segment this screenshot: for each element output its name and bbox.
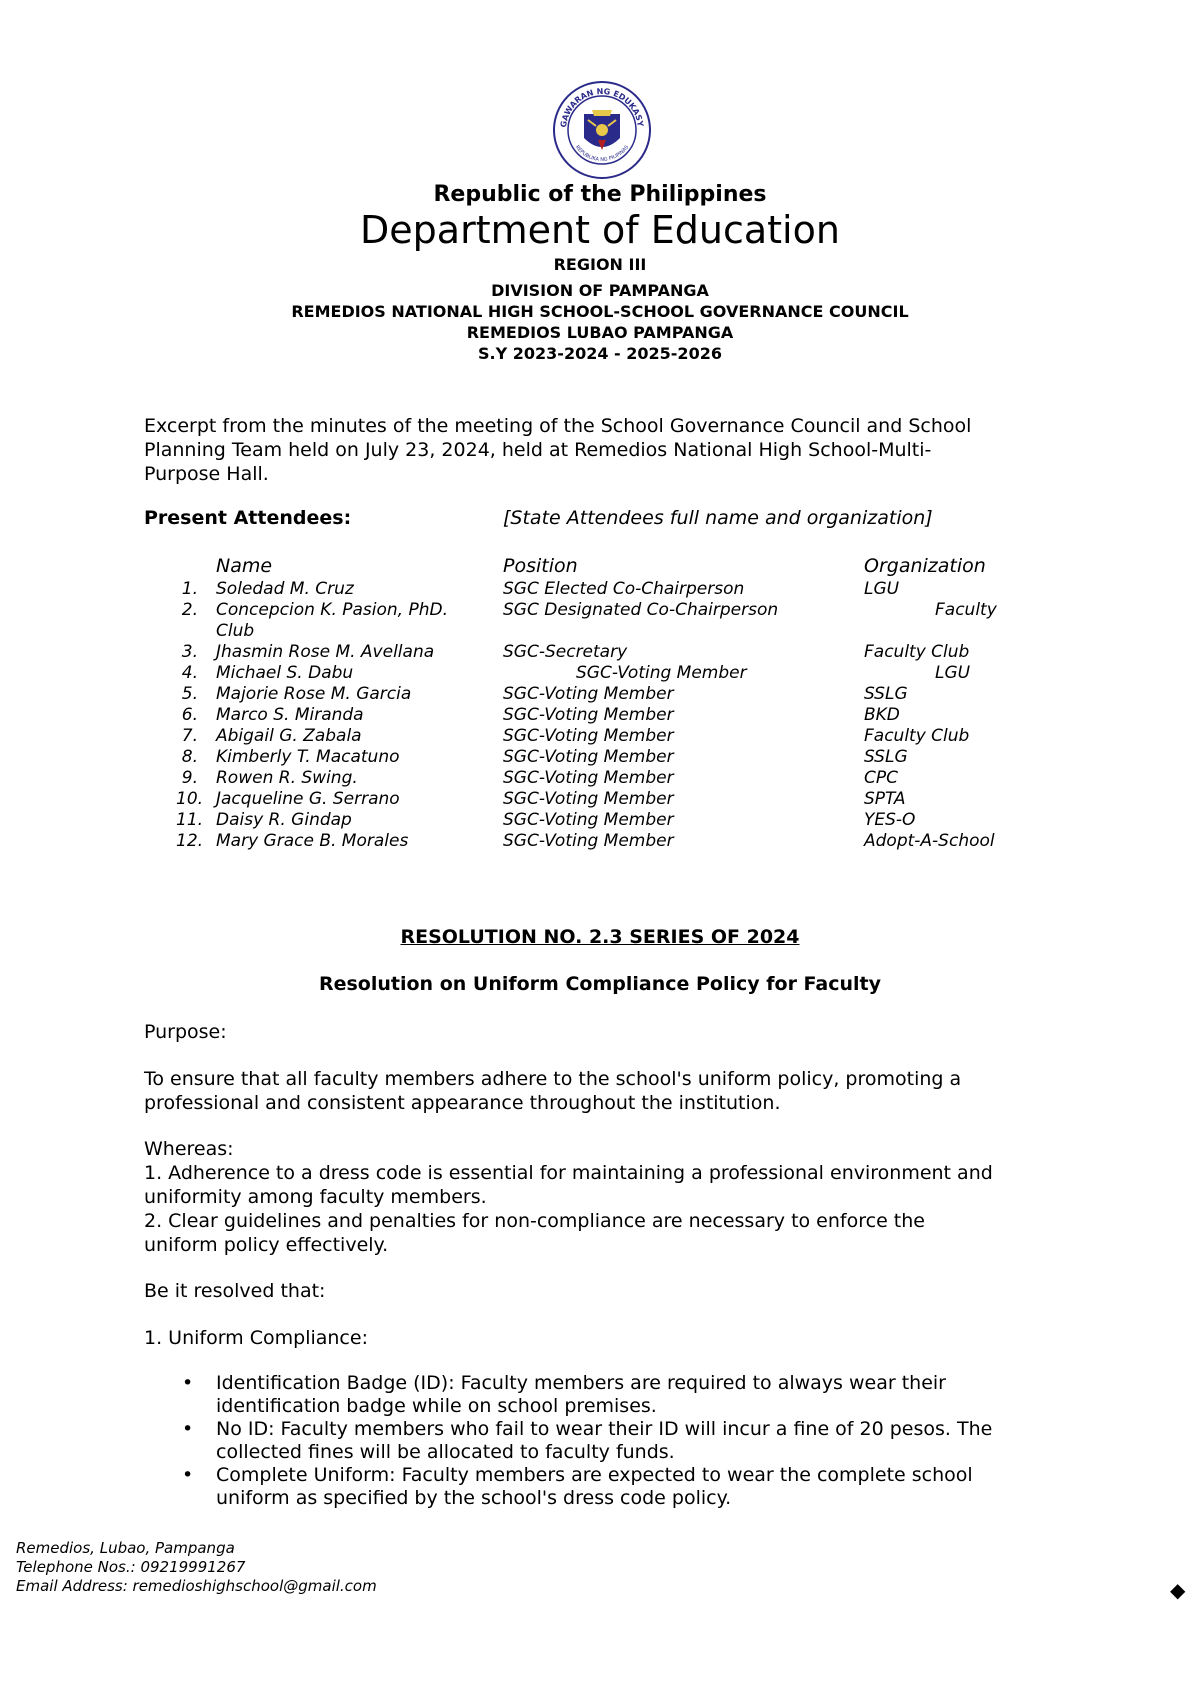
attendee-number: 8. [181,747,198,767]
purpose-line: professional and consistent appearance throughout the institution. [144,1092,781,1114]
attendee-name: Kimberly T. Macatuno [216,747,400,767]
purpose-line: To ensure that all faculty members adhere to the school's uniform policy, promoting a [144,1068,962,1090]
column-header-position: Position [503,555,578,577]
attendee-number: 11. [176,810,204,830]
bullet-line: collected fines will be allocated to faculty funds. [216,1441,675,1463]
bullet-line: Complete Uniform: Faculty members are expected to wear the complete school [216,1464,973,1486]
column-header-organization: Organization [864,555,986,577]
attendee-position: SGC-Voting Member [503,684,674,704]
attendee-name: Concepcion K. Pasion, PhD. [216,600,448,620]
diamond-marker-icon: ◆ [1170,1578,1186,1602]
attendee-position: SGC-Voting Member [503,705,674,725]
attendee-position: SGC-Voting Member [503,747,674,767]
attendee-organization: Faculty Club [864,726,970,746]
section-uniform-compliance: 1. Uniform Compliance: [144,1327,368,1349]
resolution-title: Resolution on Uniform Compliance Policy for Faculty [318,973,882,995]
attendee-organization: Adopt-A-School [864,831,995,851]
attendee-number: 4. [181,663,198,683]
attendee-number: 5. [181,684,198,704]
attendee-number: 10. [176,789,204,809]
division-heading: DIVISION OF PAMPANGA [491,281,709,300]
attendee-name: Soledad M. Cruz [216,579,354,599]
excerpt-paragraph [144,414,1044,486]
attendee-organization: YES-O [864,810,916,830]
seal-icon [552,80,652,180]
attendee-name: Michael S. Dabu [216,663,354,683]
attendee-organization: BKD [864,705,900,725]
excerpt-line: Planning Team held on July 23, 2024, held at Remedios National High School-Multi- [144,439,932,461]
department-heading: Department of Education [360,208,840,252]
attendee-name: Majorie Rose M. Garcia [216,684,412,704]
attendees-heading: Present Attendees: [144,507,352,529]
location-heading: REMEDIOS LUBAO PAMPANGA [466,323,734,342]
attendee-organization: LGU [935,663,971,683]
attendee-number: 2. [181,600,198,620]
whereas-line: uniform policy effectively. [144,1234,389,1256]
attendee-number: 9. [181,768,198,788]
attendee-organization: LGU [864,579,900,599]
attendee-position: SGC-Voting Member [576,663,747,683]
attendee-number: 1. [181,579,198,599]
list-item [182,1418,1096,1464]
attendee-organization: SSLG [864,684,908,704]
attendee-name: Marco S. Miranda [216,705,364,725]
attendee-position: SGC-Voting Member [503,789,674,809]
attendee-organization: SSLG [864,747,908,767]
attendee-position: SGC-Voting Member [503,810,674,830]
attendee-name: Jhasmin Rose M. Avellana [216,642,435,662]
attendee-organization: CPC [864,768,898,788]
whereas-line: 1. Adherence to a dress code is essential for maintaining a professional environment and [144,1162,993,1184]
excerpt-line: Purpose Hall. [144,463,269,485]
attendee-position: SGC Elected Co-Chairperson [503,579,745,599]
resolved-label: Be it resolved that: [144,1280,326,1302]
attendee-position: SGC-Secretary [503,642,628,662]
attendee-name: Jacqueline G. Serrano [216,789,400,809]
region-heading: REGION III [553,255,647,274]
bullet-line: Identification Badge (ID): Faculty members are required to always wear their [216,1372,946,1394]
footer-telephone: Telephone Nos.: 09219991267 [16,1558,246,1576]
attendee-number: 7. [181,726,198,746]
school-year-heading: S.Y 2023-2024 - 2025-2026 [478,344,722,363]
attendee-position: SGC Designated Co-Chairperson [503,600,779,620]
compliance-bullet-list [176,1372,1096,1510]
bullet-line: No ID: Faculty members who fail to wear their ID will incur a fine of 20 pesos. The [216,1418,993,1440]
attendee-name: Rowen R. Swing. [216,768,358,788]
whereas-line: 2. Clear guidelines and penalties for non-compliance are necessary to enforce the [144,1210,925,1232]
deped-seal-logo [552,80,652,180]
whereas-block [144,1137,1044,1257]
purpose-label: Purpose: [144,1021,227,1043]
resolution-number: RESOLUTION NO. 2.3 SERIES OF 2024 [400,926,800,948]
attendee-organization: SPTA [864,789,906,809]
column-header-name: Name [216,555,273,577]
excerpt-line: Excerpt from the minutes of the meeting of the School Governance Council and School [144,415,972,437]
attendee-organization: Faculty [935,600,997,620]
attendee-name: Daisy R. Gindap [216,810,352,830]
attendee-number: 12. [176,831,204,851]
council-heading: REMEDIOS NATIONAL HIGH SCHOOL-SCHOOL GOVERNANCE COUNCIL [291,302,909,321]
attendee-position: SGC-Voting Member [503,768,674,788]
bullet-icon: • [182,1464,194,1486]
footer-email: Email Address: remedioshighschool@gmail.com [16,1577,377,1595]
attendee-number: 3. [181,642,198,662]
attendee-name-continued: Club [216,621,255,641]
whereas-label: Whereas: [144,1138,234,1160]
republic-heading: Republic of the Philippines [433,182,767,207]
bullet-icon: • [182,1372,194,1394]
attendee-organization: Faculty Club [864,642,970,662]
svg-text:REPUBLIKA NG PILIPINAS: REPUBLIKA NG PILIPINAS [573,144,631,163]
bullet-line: identification badge while on school premises. [216,1395,657,1417]
svg-text:KAGAWARAN NG EDUKASYON: GAWARAN NG EDUKASY [559,86,645,129]
list-item [182,1464,1096,1510]
attendee-name: Abigail G. Zabala [216,726,362,746]
footer-address: Remedios, Lubao, Pampanga [16,1539,235,1557]
bullet-icon: • [182,1418,194,1440]
purpose-paragraph [144,1067,1044,1115]
list-item [182,1372,1096,1418]
attendee-position: SGC-Voting Member [503,726,674,746]
whereas-line: uniformity among faculty members. [144,1186,487,1208]
attendee-number: 6. [181,705,198,725]
attendees-instruction: [State Attendees full name and organization] [503,507,933,529]
attendee-position: SGC-Voting Member [503,831,674,851]
bullet-line: uniform as specified by the school's dress code policy. [216,1487,732,1509]
attendee-name: Mary Grace B. Morales [216,831,409,851]
